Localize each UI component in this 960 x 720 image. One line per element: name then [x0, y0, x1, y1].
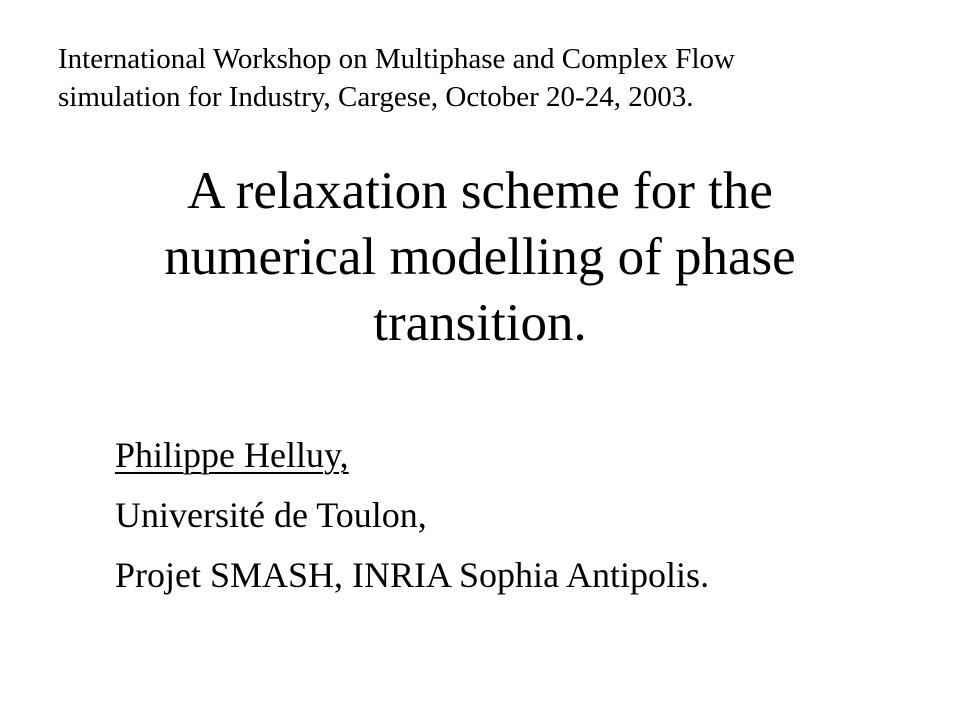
workshop-note	[58, 40, 918, 116]
slide-title-line-2: numerical modelling of phase	[164, 228, 796, 286]
author-block	[115, 425, 935, 605]
slide-title-line-3: transition.	[373, 294, 587, 352]
slide-title-line-1: A relaxation scheme for the	[187, 162, 773, 220]
affiliation-university: Université de Toulon,	[115, 495, 427, 535]
workshop-note-line-2: simulation for Industry, Cargese, October 20-24, 2003.	[58, 81, 694, 113]
affiliation-project: Projet SMASH, INRIA Sophia Antipolis.	[115, 555, 710, 595]
workshop-note-line-1: International Workshop on Multiphase and Complex Flow	[58, 43, 735, 75]
author-line	[115, 425, 935, 485]
author-name: Philippe Helluy,	[115, 435, 349, 475]
slide-title	[60, 158, 900, 356]
